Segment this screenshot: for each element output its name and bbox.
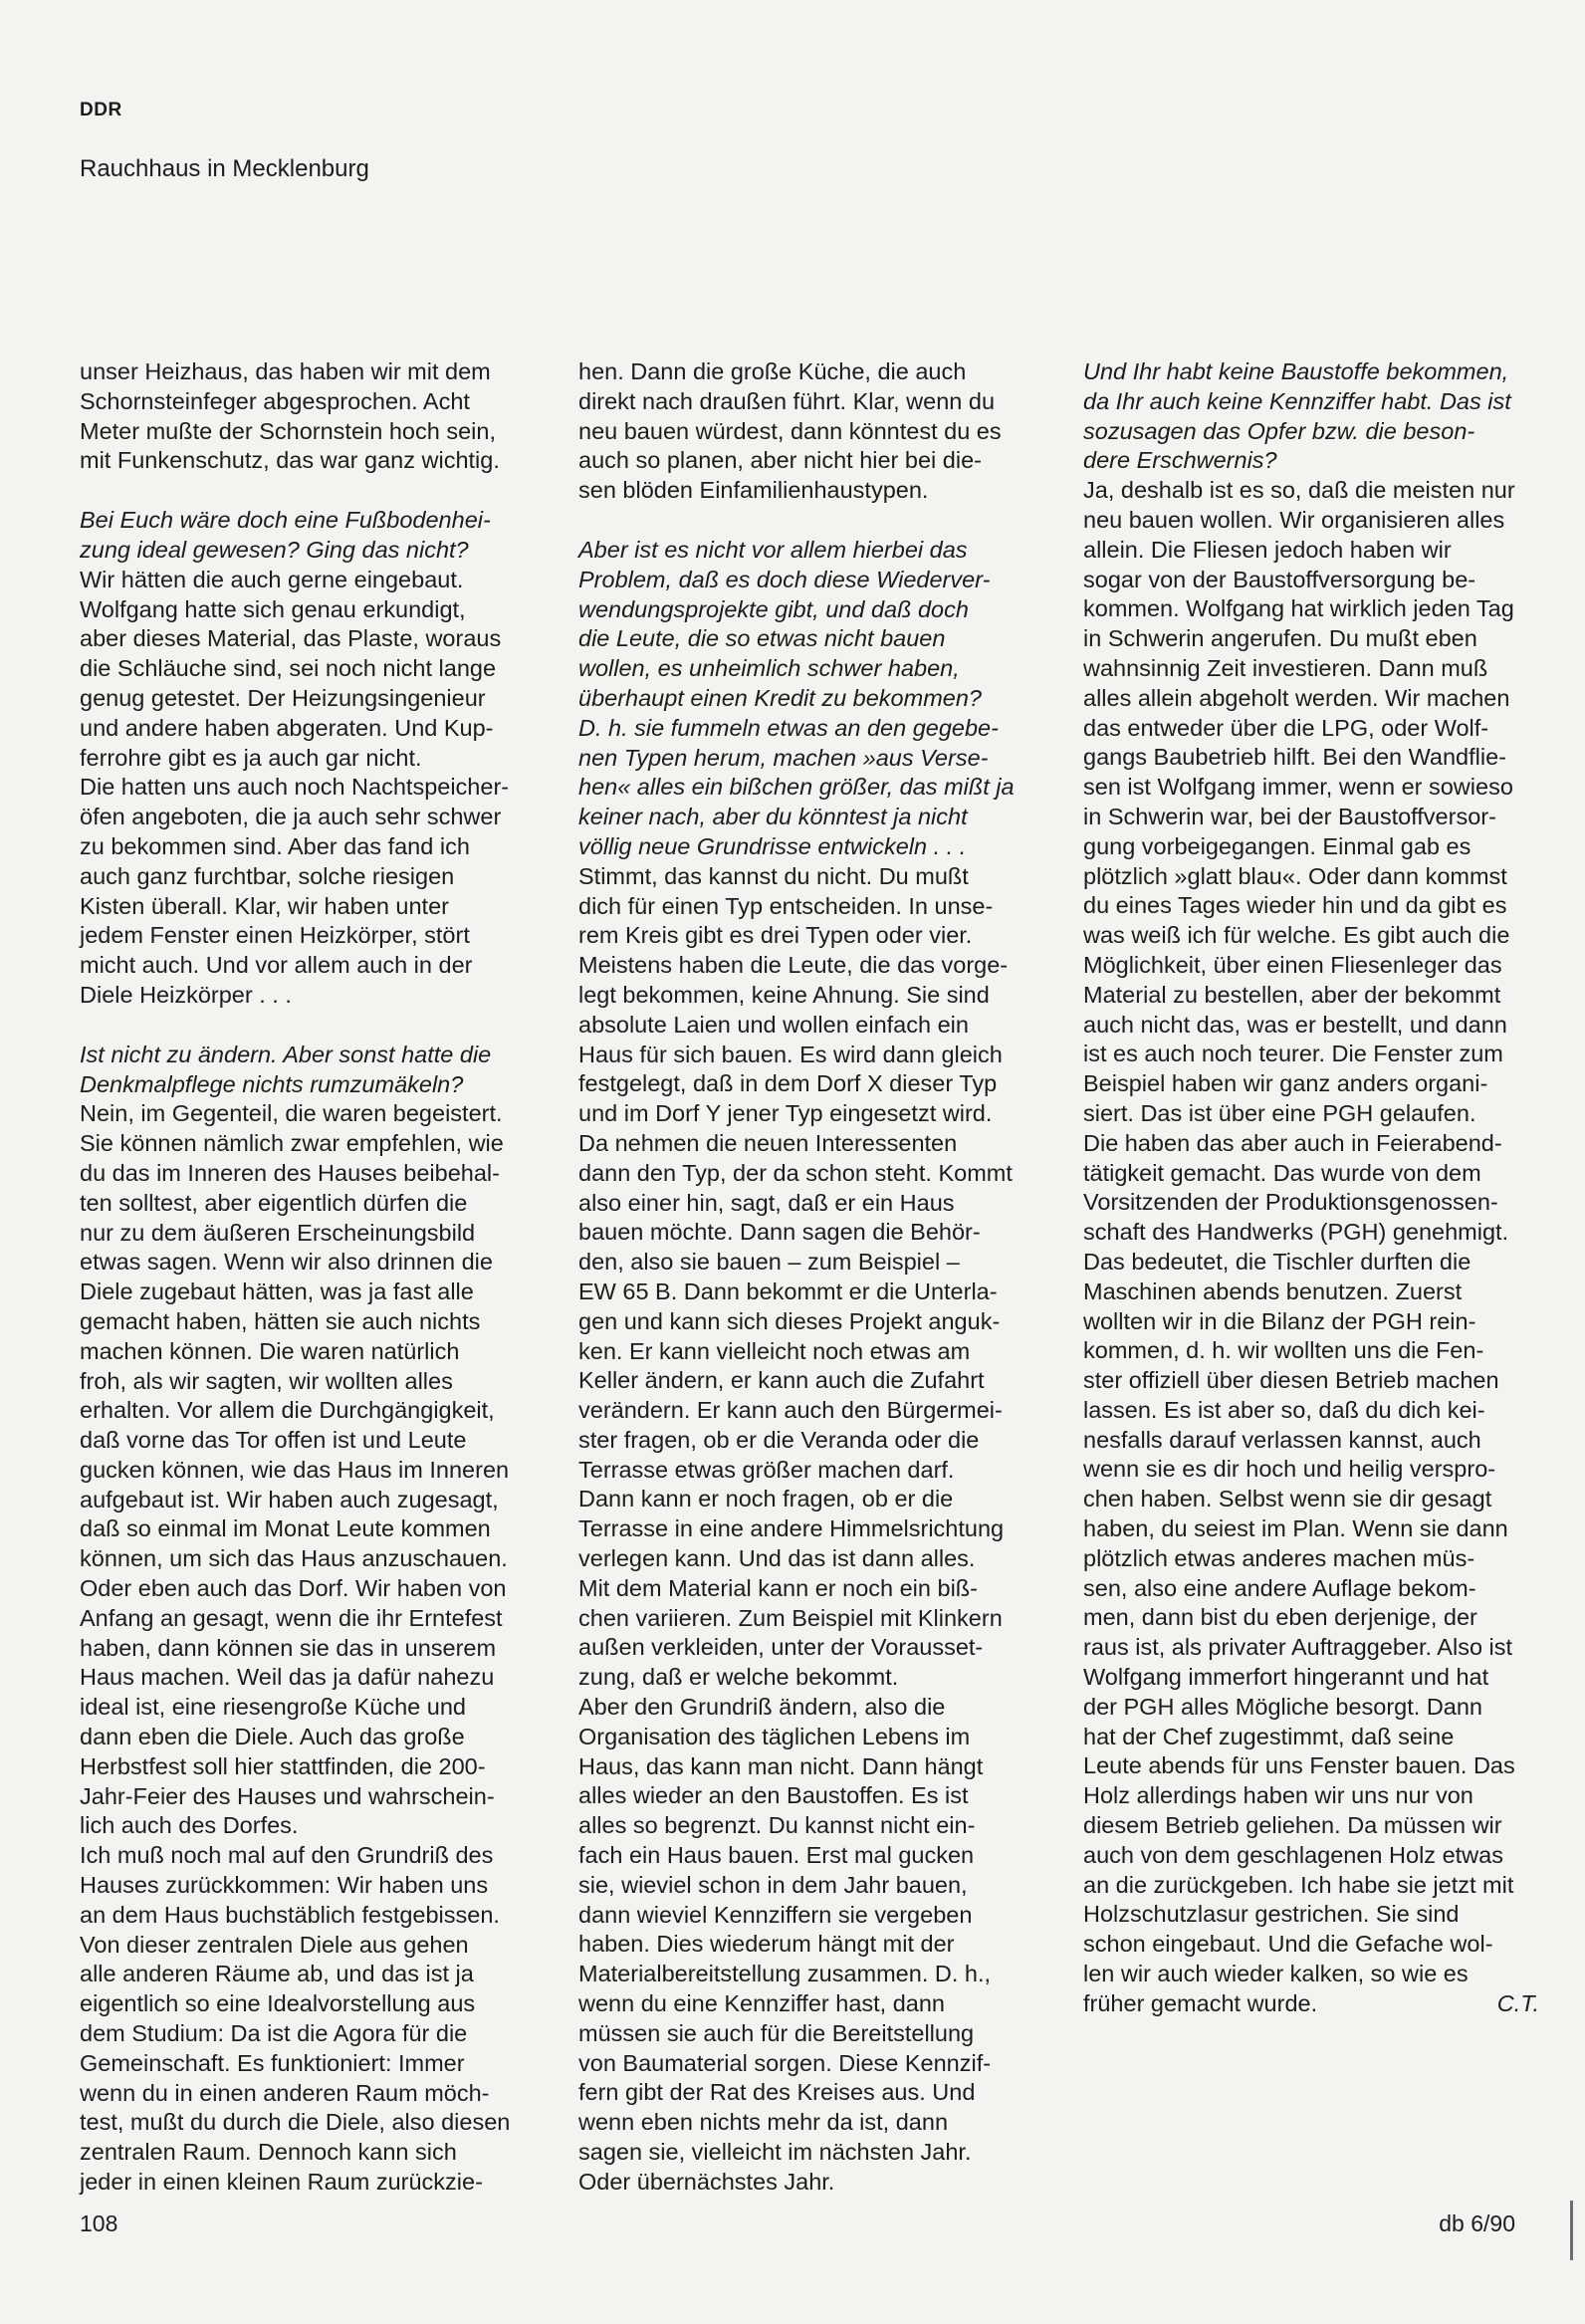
page-number: 108 [80, 2210, 118, 2236]
paragraph-gap [80, 1011, 546, 1041]
interview-question: Ist nicht zu ändern. Aber sonst hatte die Denkmalpflege nichts rumzumäkeln? [80, 1041, 492, 1097]
section-label: DDR [80, 100, 122, 120]
interview-question: Aber ist es nicht vor allem hierbei das Problem, daß es doch diese Wiederver- wendungsprojekte gibt, und daß doch die Leute, die so etwas nicht bauen wollen, es unheimlich schwer haben, überhaupt einen Kredit zu bekommen? D. h. sie fummeln etwas an den gegebe- nen Typen herum, machen »aus Verse- hen« alles ein bißchen größer, das mißt ja keiner nach, aber du könntest ja nicht völlig neue Grundrisse entwickeln . . . [578, 536, 1015, 859]
interview-answer: Stimmt, das kannst du nicht. Du mußt dich für einen Typ entscheiden. In unse- rem Kreis gibt es drei Typen oder vier. Meistens haben die Leute, die das vorge- legt bekommen, keine Ahnung. Sie sind absolute Laien und wollen einfach ein Haus für sich bauen. Es wird dann gleich festgelegt, daß in dem Dorf X dieser Typ und im Dorf Y jener Typ eingesetzt wird. Da nehmen die neuen Interessenten dann den Typ, der da schon steht. Kommt also einer hin, sagt, daß er ein Haus bauen möchte. Dann sagen die Behör- den, also sie bauen – zum Beispiel – EW 65 B. Dann bekommt er die Unterla- gen und kann sich dieses Projekt anguk- ken. Er kann vielleicht noch etwas am Keller ändern, er kann auch die Zufahrt verändern. Er kann auch den Bürgermei- ster fragen, ob er die Veranda oder die Terrasse etwas größer machen darf. Dann kann er noch fragen, ob er die Terrasse in eine andere Himmelsrichtung verlegen kann. Und das ist dann alles. Mit dem Material kann er noch ein biß- chen variieren. Zum Beispiel mit Klinkern außen verkleiden, unter der Vorausset- zung, daß er welche bekommt. Aber den Grundriß ändern, also die Organisation des täglichen Lebens im Haus, das kann man nicht. Dann hängt alles wieder an den Baustoffen. Es ist alles so begrenzt. Du kannst nicht ein- fach ein Haus bauen. Erst mal gucken sie, wieviel schon in dem Jahr bauen, dann wieviel Kennziffern sie vergeben haben. Dies wiederum hängt mit der Materialbereitstellung zusammen. D. h., wenn du eine Kennziffer hast, dann müssen sie auch für die Bereitstellung von Baumaterial sorgen. Diese Kennzif- fern gibt der Rat des Kreises aus. Und wenn eben nichts mehr da ist, dann sagen sie, vielleicht im nächsten Jahr. Oder übernächstes Jahr. [578, 862, 1013, 2195]
text-column-3 [1083, 357, 1549, 2019]
paragraph-gap [578, 506, 1044, 536]
interview-answer: Ja, deshalb ist es so, daß die meisten nur neu bauen wollen. Wir organisieren alles allein. Die Fliesen jedoch haben wir sogar von der Baustoffversorgung be- kommen. Wolfgang hat wirklich jeden Tag in Schwerin angerufen. Du mußt eben wahnsinnig Zeit investieren. Dann muß alles allein abgeholt werden. Wir machen das entweder über die LPG, oder Wolf- gangs Baubetrieb hilft. Bei den Wandflie- sen ist Wolfgang immer, wenn er sowieso in Schwerin war, bei der Baustoffversor- gung vorbeigegangen. Einmal gab es plötzlich »glatt blau«. Oder dann kommst du eines Tages wieder hin und da gibt es was weiß ich für welche. Es gibt auch die Möglichkeit, über einen Fliesenleger das Material zu bestellen, aber der bekommt auch nicht das, was er bestellt, und dann ist es auch noch teurer. Die Fenster zum Beispiel haben wir ganz anders organi- siert. Das ist über eine PGH gelaufen. Die haben das aber auch in Feierabend- tätigkeit gemacht. Das wurde von dem Vorsitzenden der Produktionsgenossen- schaft des Handwerks (PGH) genehmigt. Das bedeutet, die Tischler durften die Maschinen abends benutzen. Zuerst wollten wir in die Bilanz der PGH rein- kommen, d. h. wir wollten uns die Fen- ster offiziell über diesen Betrieb machen lassen. Es ist aber so, daß du dich kei- nesfalls darauf verlassen kannst, auch wenn sie es dir hoch und heilig verspro- chen haben. Selbst wenn sie dir gesagt haben, du seiest im Plan. Wenn sie dann plötzlich etwas anderes machen müs- sen, also eine andere Auflage bekom- men, dann bist du eben derjenige, der raus ist, als privater Auftraggeber. Also ist Wolfgang immerfort hingerannt und hat der PGH alles Mögliche besorgt. Dann hat der Chef zugestimmt, daß seine Leute abends für uns Fenster bauen. Das Holz allerdings haben wir uns nur von diesem Betrieb geliehen. Da müssen wir auch von dem geschlagenen Holz etwas an die zurückgeben. Ich habe sie jetzt mit Holzschutzlasur gestrichen. Sie sind schon eingebaut. Und die Gefache wol- len wir auch wieder kalken, so wie es früher gemacht wurde. C.T. [1083, 476, 1549, 2018]
interview-question: Bei Euch wäre doch eine Fußbodenhei- zung ideal gewesen? Ging das nicht? [80, 507, 491, 563]
text-column-1 [80, 357, 546, 2198]
paragraph-gap [80, 476, 546, 506]
interview-question: Und Ihr habt keine Baustoffe bekommen, da Ihr auch keine Kennziffer habt. Das ist sozusagen das Opfer bzw. die beson- dere Erschwernis? [1083, 358, 1511, 474]
interview-answer: unser Heizhaus, das haben wir mit dem Schornsteinfeger abgesprochen. Acht Meter mußte der Schornstein hoch sein, mit Funkenschutz, das war ganz wichtig. [80, 358, 500, 474]
interview-answer: hen. Dann die große Küche, die auch direkt nach draußen führt. Klar, wenn du neu bauen würdest, dann könntest du es auch so planen, aber nicht hier bei die- sen blöden Einfamilienhaustypen. [578, 358, 1002, 504]
issue-label: db 6/90 [1439, 2210, 1515, 2236]
interview-answer: Nein, im Gegenteil, die waren begeistert. Sie können nämlich zwar empfehlen, wie du das im Inneren des Hauses beibehal- ten solltest, aber eigentlich dürfen die nur zu dem äußeren Erscheinungsbild etwas sagen. Wenn wir also drinnen die Diele zugebaut hätten, was ja fast alle gemacht haben, hätten sie auch nichts machen können. Die waren natürlich froh, als wir sagten, wir wollten alles erhalten. Vor allem die Durchgängigkeit, daß vorne das Tor offen ist und Leute gucken können, wie das Haus im Inneren aufgebaut ist. Wir haben auch zugesagt, daß so einmal im Monat Leute kommen können, um sich das Haus anzuschauen. Oder eben auch das Dorf. Wir haben von Anfang an gesagt, wenn die ihr Erntefest haben, dann können sie das in unserem Haus machen. Weil das ja dafür nahezu ideal ist, eine riesengroße Küche und dann eben die Diele. Auch das große Herbstfest soll hier stattfinden, die 200- Jahr-Feier des Hauses und wahrschein- lich auch des Dorfes. Ich muß noch mal auf den Grundriß des Hauses zurückkommen: Wir haben uns an dem Haus buchstäblich festgebissen. Von dieser zentralen Diele aus gehen alle anderen Räume ab, und das ist ja eigentlich so eine Idealvorstellung aus dem Studium: Da ist die Agora für die Gemeinschaft. Es funktioniert: Immer wenn du in einen anderen Raum möch- test, mußt du durch die Diele, also diesen zentralen Raum. Dennoch kann sich jeder in einen kleinen Raum zurückzie- [80, 1100, 511, 2196]
article-subtitle: Rauchhaus in Mecklenburg [80, 155, 369, 182]
text-column-2 [578, 357, 1044, 2198]
edge-rule [1570, 2201, 1573, 2260]
author-signature: C.T. [1496, 1989, 1539, 2016]
interview-answer: Wir hätten die auch gerne eingebaut. Wolfgang hatte sich genau erkundigt, aber dieses Material, das Plaste, woraus die Schläuche sind, sei noch nicht lange genug getestet. Der Heizungsingenieur und andere haben abgeraten. Und Kup- ferrohre gibt es ja auch gar nicht. Die hatten uns auch noch Nachtspeicher- öfen angeboten, die ja auch sehr schwer zu bekommen sind. Aber das fand ich auch ganz furchtbar, solche riesigen Kisten überall. Klar, wir haben unter jedem Fenster einen Heizkörper, stört micht auch. Und vor allem auch in der Diele Heizkörper . . . [80, 566, 510, 1008]
